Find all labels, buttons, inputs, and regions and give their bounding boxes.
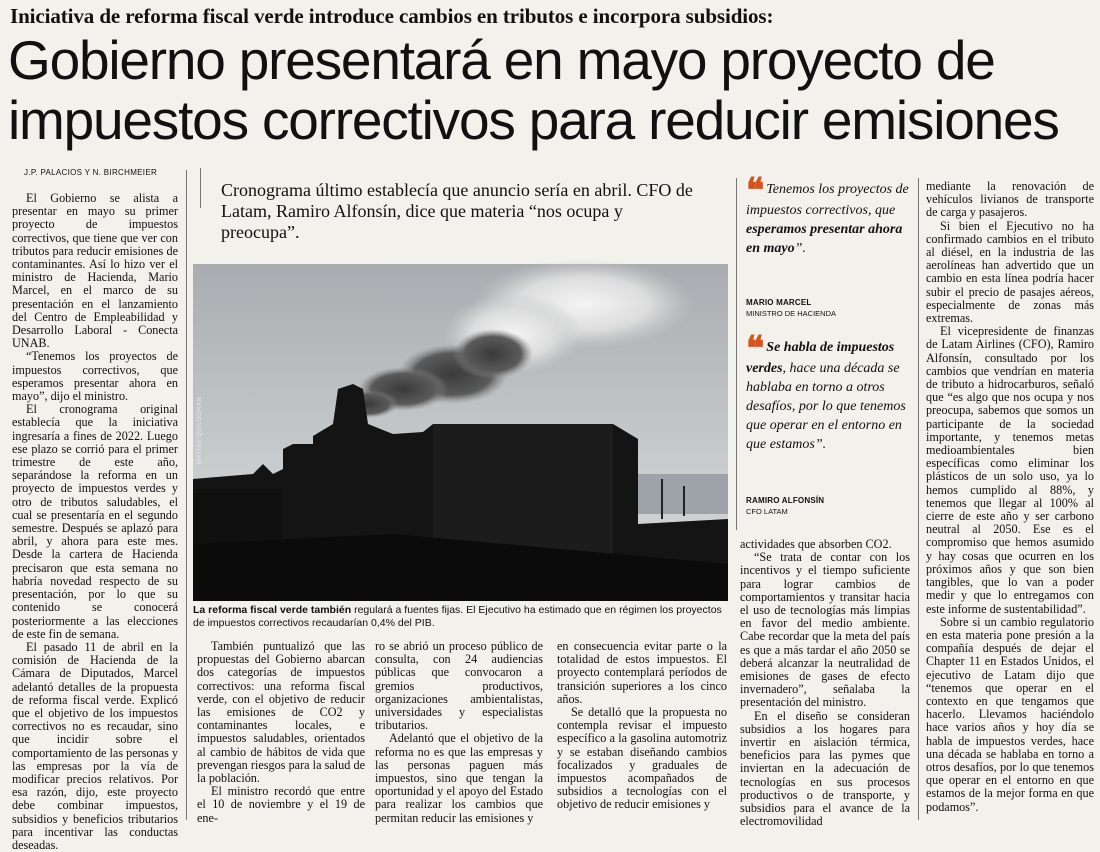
paragraph: Sobre si un cambio regulatorio en esta materia pone presión a la compañía después de dejar el Chapter 11 en Estados Unidos, el ejecutivo de Latam dijo que “tenemos que operar en el contexto en que tengamos que hacerlo. Llevamos haciéndolo hace varios años y hoy día se habla de impuestos verdes, hace una década se hablaba en torno a otros desafíos, por lo que tenemos que operar en el entorno en que estamos de la mejor forma en que podamos”. <box>926 614 1094 814</box>
headline-line-1: Gobierno presentará en mayo proyecto de <box>8 29 995 91</box>
paragraph: En el diseño se consideran subsidios a los hogares para invertir en aislación térmica, beneficios para las pymes que inviertan en la adecuación de tecnologías en sus procesos productivos o de transporte, y subsidios para el avance de la electromovilidad <box>740 708 910 829</box>
article-column-6 <box>926 180 1094 822</box>
quote-author-role: CFO LATAM <box>746 507 788 516</box>
photo-caption <box>193 604 728 629</box>
column-rule <box>736 178 737 530</box>
byline: J.P. PALACIOS Y N. BIRCHMEIER <box>24 168 158 177</box>
paragraph: Si bien el Ejecutivo no ha confirmado cambios en el tributo al diésel, en la industria de las aerolíneas han advertido que un cambio en esta línea podría hacer subir el precio de pasajes aéreos, especialmente de zonas más extremas. <box>926 218 1094 326</box>
paragraph: en consecuencia evitar parte o la totalidad de estos impuestos. El proyecto contemplará períodos de transición superiores a los cinco años. <box>557 639 727 706</box>
paragraph: Adelantó que el objetivo de la reforma no es que las empresas y las personas paguen más impuestos, sino que tengan la oportunidad y el apoyo del Estado para realizar los cambios que permitan reducir las emisiones y <box>375 731 543 825</box>
paragraph: El ministro recordó que entre el 10 de noviembre y el 19 de ene- <box>197 784 365 825</box>
paragraph: El vicepresidente de finanzas de Latam Airlines (CFO), Ramiro Alfonsín, consultado por los cambios que vendrían en materia de tributo a hidrocarburos, señaló que “es algo que nos ocupa y nos preocupa, sabemos que somos un participante de la sociedad importante, y tenemos metas medioambientales bien específicas como eliminar los plásticos de un solo uso, ya lo hemos cumplido al 88%, y tenemos que llegar al 100% al cierre de este año y ser carbono neutral al 2050. Ese es el compromiso que hemos asumido y hay cosas que ocurren en los próximos años y que son bien tangibles, que lo van a poder medir y que lo entregamos con este informe de sustentabilidad”. <box>926 324 1094 616</box>
pull-quote-marcel <box>746 171 914 258</box>
column-rule <box>918 178 919 820</box>
paragraph: mediante la renovación de vehículos livianos de transporte de carga y pasajeros. <box>926 179 1094 220</box>
factory-smokestack-image <box>193 264 728 601</box>
paragraph: Se detalló que la propuesta no contempla revisar el impuesto específico a la gasolina automotriz y se estaban diseñando cambios focalizados y graduales de impuestos acompañados de subsidios a tecnologías con el objetivo de reducir emisiones y <box>557 705 727 812</box>
quote-mark-icon: ❝ <box>746 171 759 211</box>
quote-text-end: ”. <box>794 241 806 256</box>
quote-text: Tenemos los proyectos de impuestos correctivos, que <box>746 182 909 218</box>
deck-subheadline: Cronograma último establecía que anuncio sería en abril. CFO de Latam, Ramiro Alfonsín, dice que materia “nos ocupa y preocupa”. <box>221 180 693 242</box>
quote-text: , hace una década se hablaba en torno a otros desafíos, por lo que tenemos que operar en el entorno en que estamos”. <box>746 361 906 452</box>
column-rule <box>200 168 201 208</box>
quote-author-name: RAMIRO ALFONSÍN <box>746 496 825 505</box>
caption-bold: La reforma fiscal verde también <box>193 604 352 616</box>
paragraph: ro se abrió un proceso público de consulta, con 24 audiencias públicas que convocaron a gremios productivos, organizaciones ambientalistas, universidades y especialistas tributarios. <box>375 639 543 733</box>
paragraph: “Tenemos los proyectos de impuestos correctivos, que esperamos presentar ahora en mayo”, dijo el ministro. <box>12 349 178 404</box>
article-column-1 <box>12 191 178 852</box>
kicker: Iniciativa de reforma fiscal verde introduce cambios en tributos e incorpora subsidios: <box>10 4 774 28</box>
paragraph: “Se trata de contar con los incentivos y el tiempo suficiente para lograr cambios de comportamientos y transitar hacia el uso de tecnologías más limpias en favor del medio ambiente. Cabe recordar que la meta del país es que a más tardar el año 2050 se deberá alcanzar la neutralidad de emisiones de gases de efecto invernadero”, señalaba la presentación del ministro. <box>740 550 910 710</box>
quote-author-role: MINISTRO DE HACIENDA <box>746 309 837 318</box>
headline-line-2: impuestos correctivos para reducir emisiones <box>8 89 1059 151</box>
column-rule <box>186 170 187 820</box>
paragraph: actividades que absorben CO2. <box>740 537 892 551</box>
paragraph: El cronograma original establecía que la iniciativa ingresaría a fines de 2022. Luego ese plazo se corrió para el primer trimestre de este año, separándose la reforma en un proyecto de impuestos verdes y otro de tributos saludables, el cual se presentaría en el segundo semestre. Después se aplazó para abril, y ahora para este mes. Desde la cartera de Hacienda precisaron que esta semana no habría novedad respecto de su presentación, por lo que su contenido se conocerá posteriormente a las elecciones de este fin de semana. <box>12 402 178 641</box>
paragraph: También puntualizó que las propuestas del Gobierno abarcan dos categorías de impuestos correctivos: una reforma fiscal verde, con el objetivo de reducir las emisiones de CO2 y contaminantes locales, e impuestos saludables, orientados al cambio de hábitos de vida que prevengan riesgos para la salud de la población. <box>197 639 365 786</box>
article-column-5 <box>740 537 910 829</box>
caption-text: regulará a fuentes fijas. El Ejecutivo ha estimado que en régimen los proyectos de impuestos correctivos recaudarían 0,4% del PIB. <box>193 604 722 629</box>
article-column-4 <box>557 640 727 822</box>
quote-mark-icon: ❝ <box>746 329 759 369</box>
pull-quote-alfonsin <box>746 329 914 454</box>
factory-photo <box>193 264 728 601</box>
paragraph: El pasado 11 de abril en la comisión de Hacienda de la Cámara de Diputados, Marcel adelantó detalles de la propuesta de reforma fiscal verde. Explicó que el objetivo de los impuestos correctivos no es recaudar, sino que incidir sobre el comportamiento de las personas y las empresas por la vía de modificar precios relativos. Por esa razón, dijo, este proyecto debe combinar impuestos, subsidios y beneficios tributarios para incentivar las conductas deseadas. <box>12 639 178 852</box>
photo-credit: MATÍAS QUILODRÁN <box>197 396 203 464</box>
quote-text-bold: Se habla de impuestos verdes <box>746 340 895 376</box>
article-column-3 <box>375 639 543 825</box>
quote-author-name: MARIO MARCEL <box>746 298 812 307</box>
headline <box>8 30 1096 150</box>
quote-text-bold: esperamos presentar ahora en mayo <box>746 222 903 256</box>
article-column-2 <box>197 639 365 825</box>
paragraph: El Gobierno se alista a presentar en mayo su primer proyecto de impuestos correctivos, que tiene que ver con tributos para reducir emisiones de contaminantes. Así lo hizo ver el ministro de Hacienda, Mario Marcel, en el marco de su presentación en el lanzamiento del Centro de Empleabilidad y Desarrollo Laboral - Conecta UNAB. <box>12 191 178 351</box>
